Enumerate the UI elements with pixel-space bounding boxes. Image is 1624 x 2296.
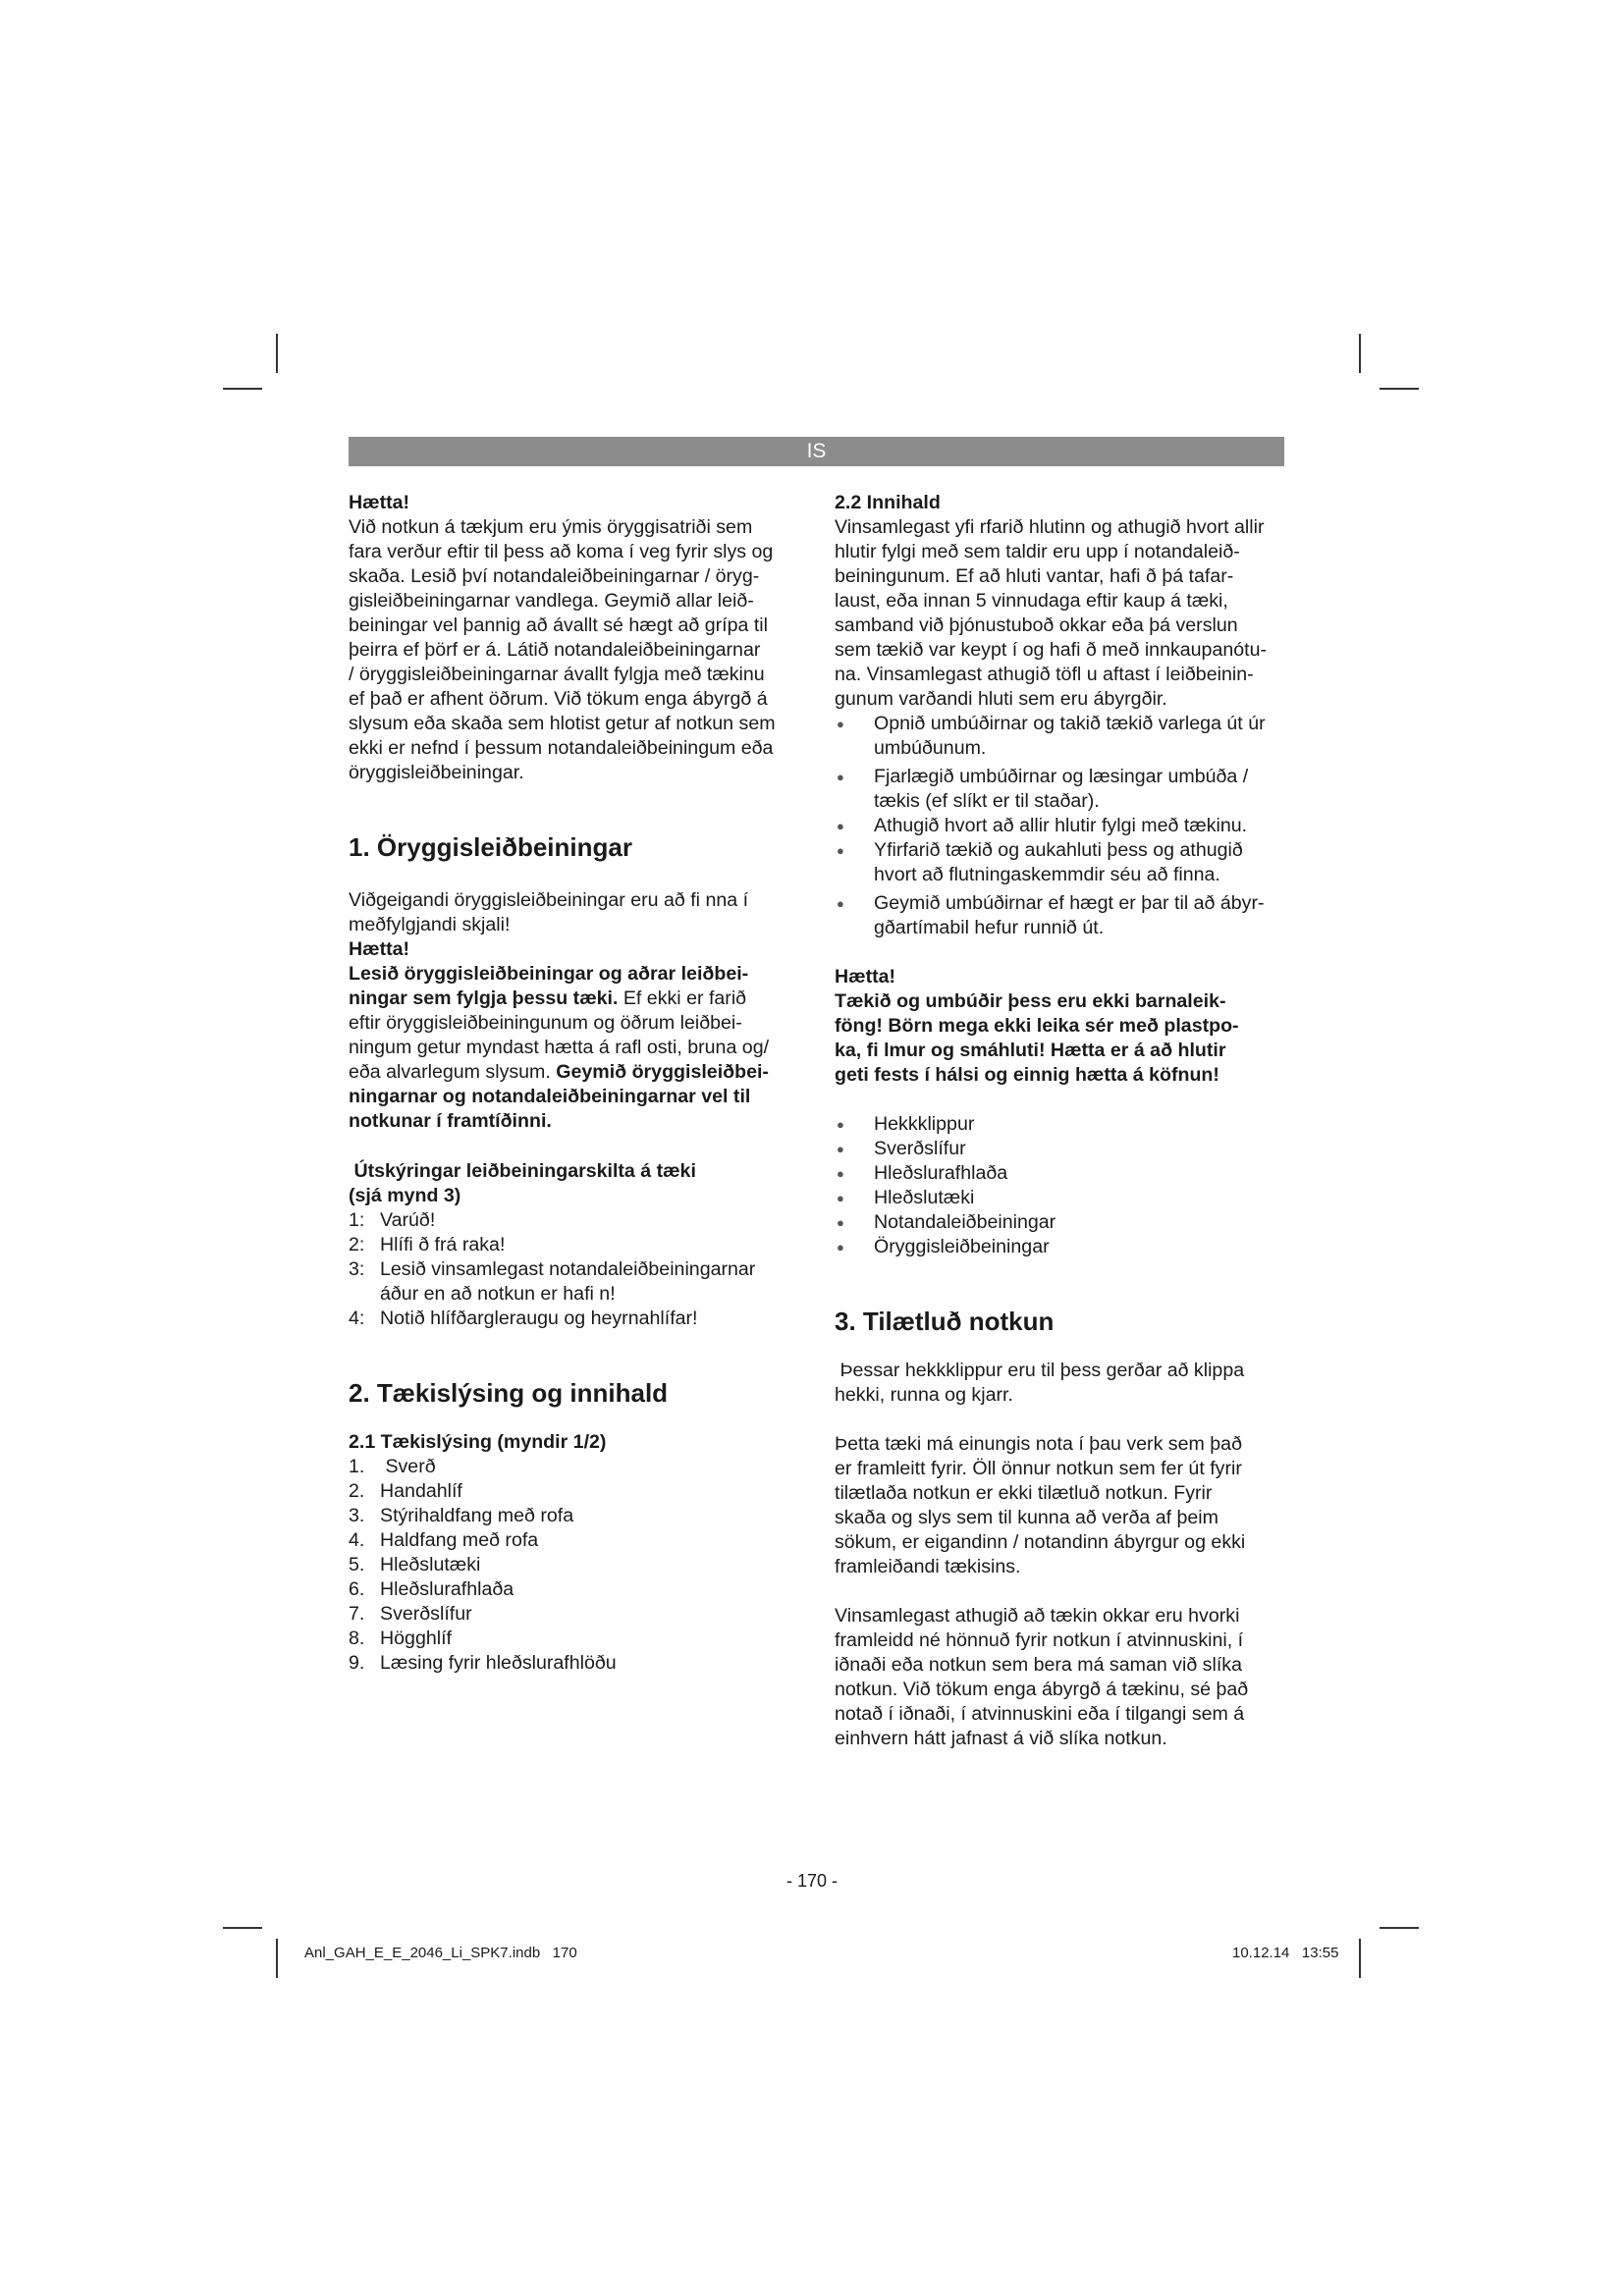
list-item: ● Öryggisleiðbeiningar (835, 1235, 1294, 1259)
text-line: fara verður eftir til þess að koma í veg fyrir slys og (349, 541, 774, 562)
warning-title: Hætta! (349, 492, 410, 513)
subheading: Útskýringar leiðbeiningarskilta á tæki (349, 1160, 696, 1182)
list-item (835, 891, 1294, 940)
parts-list (349, 1455, 808, 1676)
list-item (349, 1479, 808, 1504)
label-list (349, 1208, 808, 1331)
text-line: einhvern hátt jafnast á við slíka notkun. (835, 1728, 1167, 1749)
text-line: er framleitt fyrir. Öll önnur notkun sem fer út fyrir (835, 1458, 1242, 1479)
section-heading-intended-use: 3. Tilætluð notkun (835, 1307, 1055, 1336)
child-warning (835, 965, 1294, 1088)
text-span: Yfirfarið tækið og aukahluti þess og athugið (874, 839, 1243, 861)
subheading: (sjá mynd 3) (349, 1185, 461, 1206)
item-text: Hleðslutæki (380, 1554, 481, 1575)
list-item (835, 838, 1294, 887)
text-line: slysum eða skaða sem hlotist getur af notkun sem (349, 713, 776, 734)
text-line: geti fests í hálsi og einnig hætta á köfnun! (835, 1064, 1219, 1086)
list-item (349, 1528, 808, 1553)
item-text: Sverðslífur (380, 1603, 472, 1625)
text-line: ningarnar og notandaleiðbeiningarnar vel til (349, 1086, 751, 1107)
text-line: Tækið og umbúðir þess eru ekki barnaleik- (835, 990, 1226, 1012)
footer-timestamp: 10.12.14 13:55 (1232, 1945, 1339, 1961)
text-line: Vinsamlegast yfi rfarið hlutinn og athugið hvort allir (835, 516, 1265, 538)
text-line: beiningunum. Ef að hluti vantar, hafi ð þá tafar- (835, 565, 1234, 587)
item-text: Stýrihaldfang með rofa (380, 1505, 574, 1526)
text-span: gðartímabil hefur runnið út. (874, 917, 1105, 938)
item-number: 2. (349, 1480, 365, 1502)
package-contents (835, 1112, 1294, 1259)
warning-title: Hætta! (349, 938, 410, 960)
contents-section (835, 491, 1294, 940)
list-item (349, 1627, 808, 1651)
text-line: meðfylgjandi skjali! (349, 914, 511, 935)
crop-mark (276, 334, 278, 373)
text-line: skaða. Lesið því notandaleiðbeiningarnar / öryg- (349, 565, 760, 587)
item-number: 8. (349, 1628, 365, 1649)
text-line (349, 1060, 808, 1085)
text-line: öryggisleiðbeiningar. (349, 762, 524, 783)
language-bar (349, 437, 1284, 466)
list-item (349, 1233, 808, 1257)
text-span: Geymið öryggisleiðbei- (556, 1061, 769, 1083)
item-number: 1: (349, 1209, 365, 1231)
text-line: skaða og slys sem til kunna að verða af þeim (835, 1507, 1218, 1528)
item-text: Handahlíf (380, 1480, 462, 1502)
text-line: sem tækið var keypt í og hafi ð með innkaupanótu- (835, 639, 1268, 661)
text-span: Opnið umbúðirnar og takið tækið varlega út úr (874, 713, 1266, 734)
list-item (835, 814, 1294, 838)
left-column (349, 491, 808, 1676)
item-text (380, 1257, 755, 1307)
text-line: framleidd né hönnuð fyrir notkun í atvinnuskini, í (835, 1629, 1244, 1651)
item-number: 5. (349, 1554, 365, 1575)
text-line (349, 987, 808, 1011)
label-explanations (349, 1159, 808, 1331)
text-line: / öryggisleiðbeiningarnar ávallt fylgja með tækinu (349, 664, 765, 685)
item-number: 9. (349, 1652, 365, 1674)
text-span: Fjarlægið umbúðirnar og læsingar umbúða / (874, 766, 1249, 787)
intended-use (835, 1359, 1294, 1751)
subheading: 2.1 Tækislýsing (myndir 1/2) (349, 1431, 607, 1453)
item-text: Læsing fyrir hleðslurafhlöðu (380, 1652, 617, 1674)
list-item (349, 1651, 808, 1676)
text-line: Þetta tæki má einungis nota í þau verk sem það (835, 1433, 1242, 1455)
crop-mark (223, 1927, 262, 1929)
text-line: sökum, er eigandinn / notandinn ábyrgur og ekki (835, 1531, 1246, 1553)
list-item (349, 1602, 808, 1627)
general-warning (349, 491, 808, 785)
crop-mark (1359, 334, 1361, 373)
list-item (349, 1504, 808, 1528)
crop-mark (1380, 388, 1419, 390)
text-line: notað í iðnaði, í atvinnuskini eða í tilgangi sem á (835, 1703, 1245, 1725)
text-span: Geymið umbúðirnar ef hægt er þar til að ábyr- (874, 892, 1265, 914)
text-line: notkun. Við tökum enga ábyrgð á tækinu, sé það (835, 1679, 1249, 1700)
item-text: Hleðslurafhlaða (380, 1578, 514, 1600)
text-line: tilætlaða notkun er ekki tilætluð notkun. Fyrir (835, 1482, 1213, 1504)
text-line: laust, eða innan 5 vinnudaga eftir kaup á tæki, (835, 590, 1228, 612)
text-line: notkunar í framtíðinni. (349, 1110, 552, 1132)
footer-filename: Anl_GAH_E_E_2046_Li_SPK7.indb 170 (304, 1945, 577, 1961)
list-item (835, 765, 1294, 814)
item-text: Högghlíf (380, 1628, 452, 1649)
language-code: IS (806, 440, 827, 462)
list-item (349, 1208, 808, 1233)
text-line: þeirra ef þörf er á. Látið notandaleiðbeiningarnar (349, 639, 761, 661)
text-line: ningum getur myndast hætta á rafl osti, bruna og/ (349, 1037, 770, 1058)
item-text: Haldfang með rofa (380, 1529, 539, 1551)
text-line: gisleiðbeiningarnar vandlega. Geymið allar leið- (349, 590, 754, 612)
list-item (349, 1553, 808, 1577)
item-text: Hlífi ð frá raka! (380, 1234, 506, 1255)
list-item: ● Sverðslífur (835, 1137, 1294, 1161)
item-number: 3. (349, 1505, 365, 1526)
right-column (835, 491, 1294, 1751)
item-number: 4: (349, 1308, 365, 1329)
text-line: framleiðandi tækisins. (835, 1556, 1021, 1577)
safety-section (349, 888, 808, 1134)
text-line: ekki er nefnd í þessum notandaleiðbeiningum eða (349, 737, 774, 759)
list-item (349, 1257, 808, 1307)
text-span: hvort að flutningaskemmdir séu að finna. (874, 864, 1220, 885)
list-item: ● Hleðslurafhlaða (835, 1161, 1294, 1186)
text-span: Ef ekki er farið (618, 988, 747, 1009)
list-item (349, 1577, 808, 1602)
text-line: eftir öryggisleiðbeiningunum og öðrum leiðbei- (349, 1012, 742, 1034)
list-item: ● Notandaleiðbeiningar (835, 1210, 1294, 1235)
text-line: Lesið öryggisleiðbeiningar og aðrar leiðbei- (349, 963, 749, 985)
text-span: umbúðunum. (874, 737, 987, 759)
text-span: ningar sem fylgja þessu tæki. (349, 988, 619, 1009)
list-item: ● Hekkklippur (835, 1112, 1294, 1137)
text-span: Athugið hvort að allir hlutir fylgi með tækinu. (874, 815, 1248, 836)
crop-mark (1380, 1927, 1419, 1929)
text-line: iðnaði eða notkun sem bera má saman við slíka (835, 1654, 1242, 1676)
text-line: beiningar vel þannig að ávallt sé hægt að grípa til (349, 614, 768, 636)
text-line: föng! Börn mega ekki leika sér með plastpo- (835, 1015, 1239, 1037)
crop-mark (1359, 1939, 1361, 1978)
item-number: 4. (349, 1529, 365, 1551)
item-number: 6. (349, 1578, 365, 1600)
text-span: tækis (ef slíkt er til staðar). (874, 790, 1100, 812)
section-heading-description: 2. Tækislýsing og innihald (349, 1378, 669, 1408)
text-line: Viðgeigandi öryggisleiðbeiningar eru að fi nna í (349, 889, 749, 911)
item-text: Sverð (380, 1456, 436, 1477)
text-line: ka, fi lmur og smáhluti! Hætta er á að hlutir (835, 1040, 1226, 1061)
text-span: eða alvarlegum slysum. (349, 1061, 557, 1083)
list-item: ● Hleðslutæki (835, 1186, 1294, 1210)
text-line: hlutir fylgi með sem taldir eru upp í notandaleið- (835, 541, 1240, 562)
text-span: áður en að notkun er hafi n! (380, 1283, 616, 1305)
list-item (349, 1307, 808, 1331)
crop-mark (223, 388, 262, 390)
crop-mark (276, 1939, 278, 1978)
section-heading-safety: 1. Öryggisleiðbeiningar (349, 832, 632, 862)
text-line: na. Vinsamlegast athugið töfl u aftast í leiðbeinin- (835, 664, 1254, 685)
subheading: 2.2 Innihald (835, 492, 941, 513)
text-span: Lesið vinsamlegast notandaleiðbeiningarnar (380, 1258, 756, 1280)
text-line: hekki, runna og kjarr. (835, 1384, 1013, 1406)
text-line: Vinsamlegast athugið að tækin okkar eru hvorki (835, 1605, 1240, 1627)
text-line: gunum varðandi hluti sem eru ábyrgðir. (835, 688, 1167, 710)
device-description (349, 1430, 808, 1676)
item-text: Notið hlífðargleraugu og heyrnahlífar! (380, 1308, 698, 1329)
list-item (349, 1455, 808, 1479)
text-line: Við notkun á tækjum eru ýmis öryggisatriði sem (349, 516, 753, 538)
text-line: samband við þjónustuboð okkar eða þá verslun (835, 614, 1238, 636)
unpacking-steps (835, 712, 1294, 940)
item-number: 2: (349, 1234, 365, 1255)
item-number: 1. (349, 1456, 365, 1477)
text-line: Þessar hekkklippur eru til þess gerðar að klippa (835, 1360, 1245, 1381)
page-number: - 170 - (785, 1871, 839, 1891)
warning-title: Hætta! (835, 966, 896, 988)
text-line: ef það er afhent öðrum. Við tökum enga ábyrgð á (349, 688, 768, 710)
item-number: 3: (349, 1258, 365, 1280)
item-number: 7. (349, 1603, 365, 1625)
list-item (835, 712, 1294, 761)
item-text: Varúð! (380, 1209, 436, 1231)
